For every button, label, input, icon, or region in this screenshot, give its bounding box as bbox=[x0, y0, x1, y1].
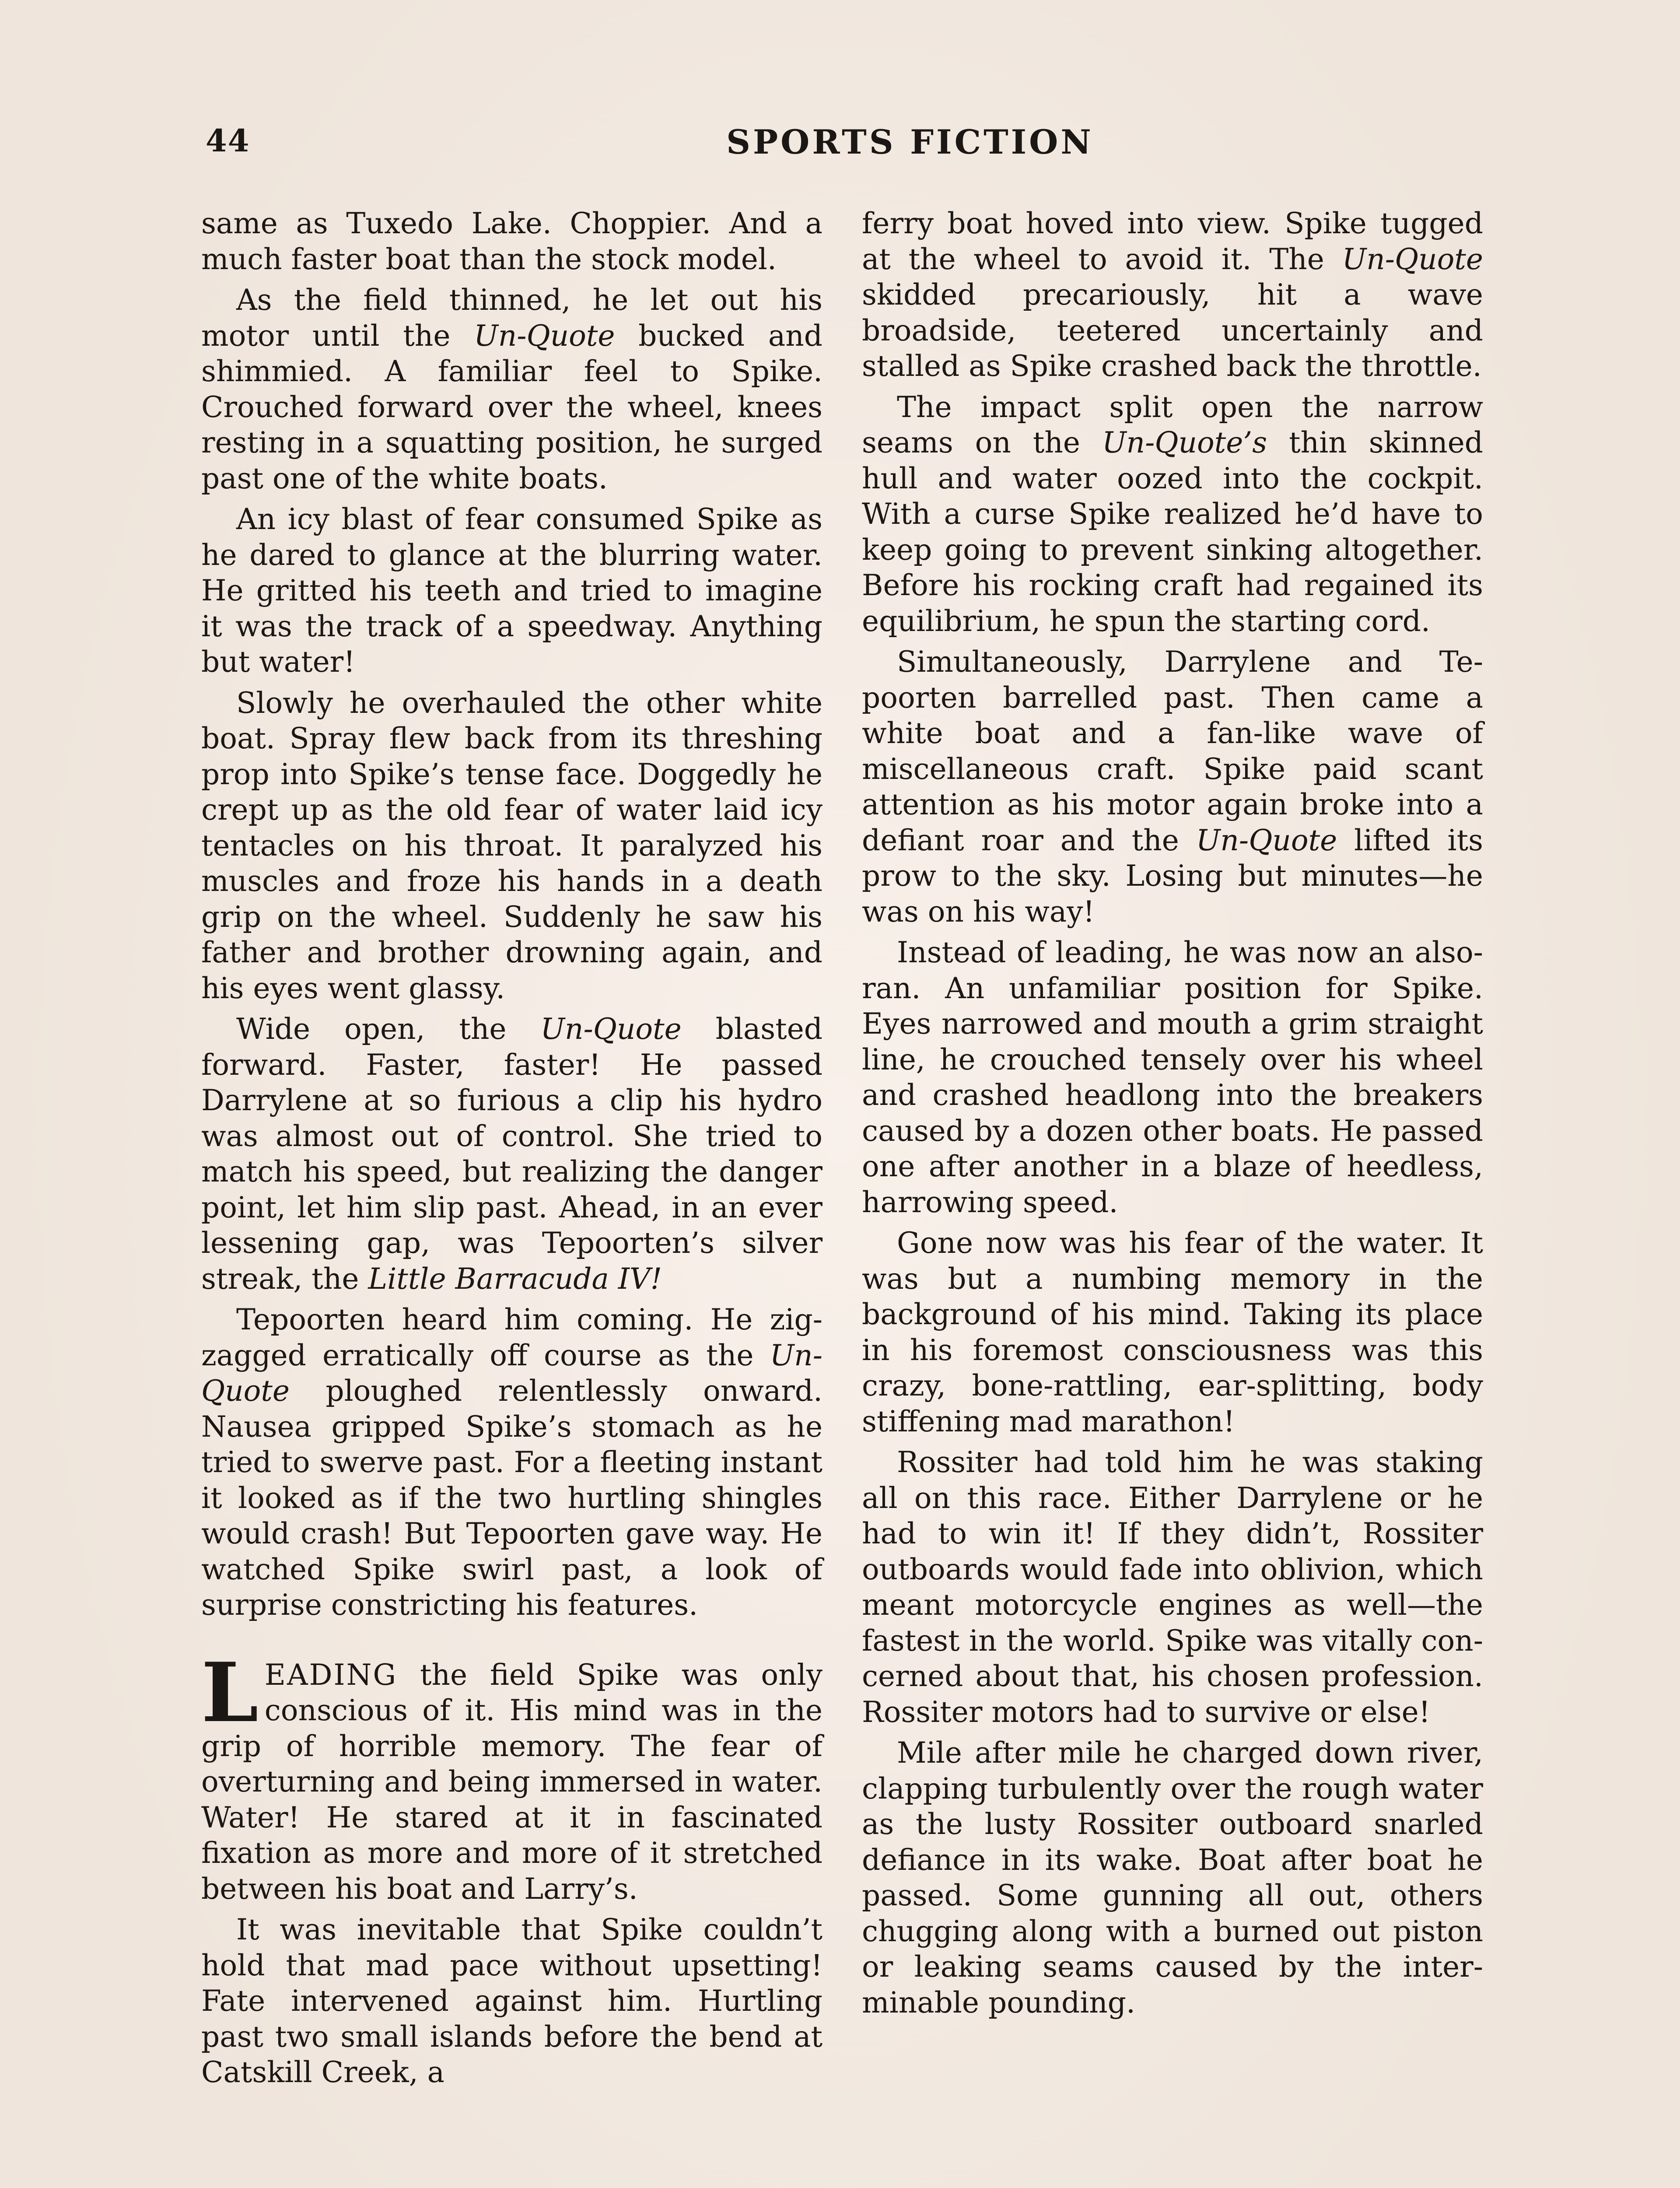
paragraph: ferry boat hoved into view. Spike tugged at the wheel to avoid it. The Un-Quote skidded precariously, hit a wave broadside, teetered uncertainly and stalled as Spike crashed back the throttle. bbox=[862, 207, 1483, 383]
drop-cap: L bbox=[201, 1644, 259, 1740]
paragraph: Instead of leading, he was now an also-ran. An unfamiliar position for Spike. Eyes narrowed and mouth a grim straight line, he crouched tensely over his wheel and crashed headlong into the breakers caused by a dozen other boats. He passed one after another in a blaze of heedless, harrowing speed. bbox=[862, 936, 1483, 1219]
paragraph: The impact split open the narrow seams on the Un-Quote’s thin skinned hull and water oozed into the cockpit. With a curse Spike realized he’d have to keep going to prevent sinking altogether. Before his rocking craft had regained its equilibrium, he spun the starting cord. bbox=[862, 390, 1484, 638]
paragraph: Simultaneously, Darrylene and Tepoorten barrelled past. Then came a white boat and a fan-like wave of miscellaneous craft. Spike paid scant attention as his motor again broke into a defiant roar and the Un-Quote lifted its prow to the sky. Losing but minutes—he was on his way! bbox=[862, 645, 1483, 929]
section-opening-paragraph: LEADING the field Spike was only conscious of it. His mind was in the grip of horrible memory. The fear of overturning and being immersed in water. Water! He stared at it in fascinated fixation as more and more of it stretched between his boat and Larry’s. bbox=[201, 1644, 822, 1906]
paragraph: An icy blast of fear consumed Spike as he dared to glance at the blurring water. He gritted his teeth and tried to imagine it was the track of a speedway. Anything but water! bbox=[201, 502, 822, 679]
page-header bbox=[206, 123, 1501, 171]
paragraph: Wide open, the Un-Quote blasted forward. Faster, faster! He passed Darrylene at so furious a clip his hydro was almost out of control. She tried to match his speed, but realizing the danger point, let him slip past. Ahead, in an ever lessening gap, was Tepoorten’s silver streak, the Little Barracuda IV! bbox=[201, 1012, 822, 1296]
paragraph: Slowly he overhauled the other white boat. Spray flew back from its threshing prop into Spike’s tense face. Doggedly he crept up as the old fear of water laid icy tentacles on his throat. It paralyzed his muscles and froze his hands in a death grip on the wheel. Suddenly he saw his father and brother drowning again, and his eyes went glassy. bbox=[201, 686, 822, 1005]
paragraph: Gone now was his fear of the water. It was but a numbing memory in the background of his mind. Taking its place in his foremost consciousness was this crazy, bone-rattling, ear-splitting, body stiffening mad marathon! bbox=[862, 1226, 1483, 1438]
paragraph: Tepoorten heard him coming. He zig-zagged erratically off course as the Un-Quote ploughed relentlessly onward. Nausea gripped Spike’s stomach as he tried to swerve past. For a fleeting instant it looked as if the two hurtling shingles would crash! But Tepoorten gave way. He watched Spike swirl past, a look of surprise constricting his features. bbox=[201, 1303, 822, 1622]
paragraph: Mile after mile he charged down river, clapping turbulently over the rough water as the lusty Rossiter outboard snarled defiance in its wake. Boat after boat he passed. Some gunning all out, others chugging along with a burned out piston or leaking seams caused by the interminable pounding. bbox=[862, 1736, 1483, 2020]
left-column bbox=[201, 206, 822, 2096]
paragraph: As the field thinned, he let out his motor until the Un-Quote bucked and shimmied. A familiar feel to Spike. Crouched forward over the wheel, knees resting in a squatting position, he surged past one of the white boats. bbox=[201, 283, 823, 495]
page-number: 44 bbox=[206, 123, 250, 159]
running-title: SPORTS FICTION bbox=[726, 123, 1094, 161]
paragraph: same as Tuxedo Lake. Choppier. And a much faster boat than the stock model. bbox=[201, 207, 822, 276]
paragraph: Rossiter had told him he was staking all on this race. Either Darrylene or he had to win it! If they didn’t, Rossiter outboards would fade into oblivion, which meant motorcycle engines as well—the fastest in the world. Spike was vitally concerned about that, his chosen profession. Rossiter motors had to survive or else! bbox=[862, 1445, 1483, 1729]
small-caps-lead: EADING bbox=[264, 1658, 398, 1692]
paragraph: It was inevitable that Spike couldn’t hold that mad pace without upsetting! Fate intervened against him. Hurtling past two small islands before the bend at Catskill Creek, a bbox=[201, 1913, 822, 2089]
right-column bbox=[862, 206, 1483, 2026]
